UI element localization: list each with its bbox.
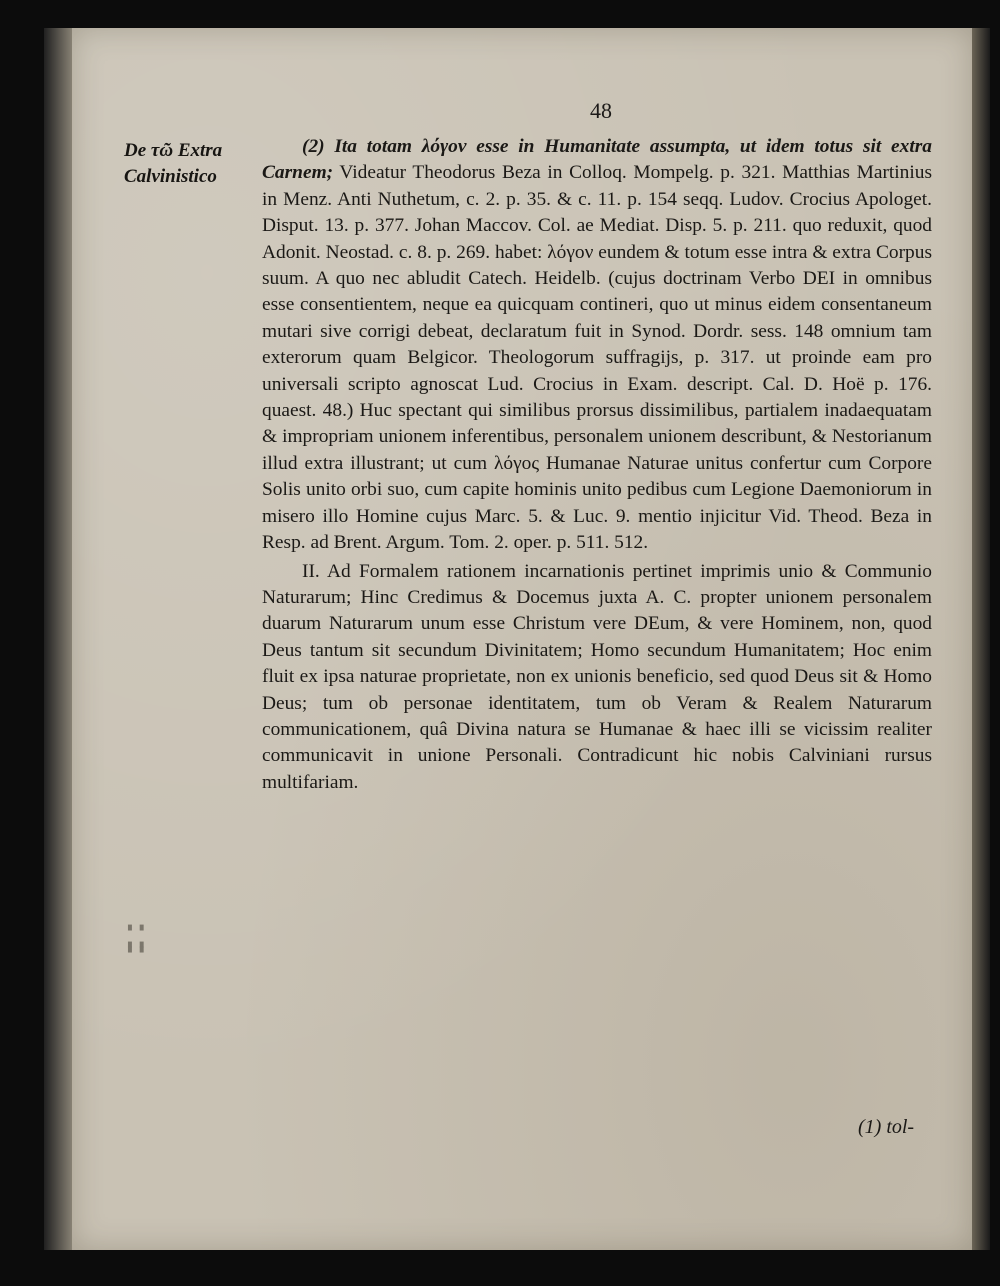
margin-note-line-1: De τῶ Extra [124,140,223,161]
gutter-shadow [44,28,74,1250]
margin-note-line-2: Calvinistico [124,166,217,187]
main-text [262,134,932,796]
page-edge [972,28,990,1250]
paragraph-1-lead: (2) Ita totam λόγον esse in Humanitate assumpta, ut idem totus sit extra Carnem; [262,136,932,184]
paragraph-1 [262,134,932,557]
page-number: 48 [590,98,612,123]
paragraph-1-body: Videatur Theodorus Beza in Colloq. Mompelg. p. 321. Matthias Martinius in Menz. Anti Nuthetum, c. 2. p. 35. & c. 11. p. 154 seqq. Ludov. Crocius Apologet. Disput. 13. p. 377. Johan Maccov. Col. ae Mediat. Disp. 5. p. 211. quo reduxit, quod Adonit. Neostad. c. 8. p. 269. habet: λόγον eundem & totum esse intra & extra Corpus suum. A quo nec abludit Catech. Heidelb. (cujus doctrinam Verbo DEI in omnibus esse consentientem, neque ea quicquam contineri, quo ut minus eidem consentaneum mutari sive corrigi debeat, declaratum fuit in Synod. Dordr. sess. 148 omnium tam exterorum quam Belgicor. Theologorum suffragijs, p. 317. ut proinde eam pro universali scripto agnoscat Lud. Crocius in Exam. descript. Cal. D. Hoë p. 176. quaest. 48.) Huc spectant qui similibus prorsus dissimilibus, partialem inadaequatam & impropriam unionem inferentibus, personalem unionem describunt, & Nestorianum illud extra illustrant; ut cum λόγος Humanae Naturae unitus confertur cum Corpore Solis unito orbi suo, cum capite hominis unito pedibus cum Legione Daemoniorum in misero illo Homine cujus Marc. 5. & Luc. 9. mentio injicitur Vid. Theod. Beza in Resp. ad Brent. Argum. Tom. 2. oper. p. 511. 512. [262,162,932,554]
catchword: (1) tol- [858,1116,915,1138]
margin-note [124,138,259,190]
ink-smudge-decoration: ▘▝ ▖▗ ▘▝ [128,926,144,959]
paragraph-2: II. Ad Formalem rationem incarnationis pertinet imprimis unio & Communio Naturarum; Hinc Credimus & Docemus juxta A. C. propter unionem personalem duarum Naturarum unum esse Christum vere DEum, & vere Hominem, non, quod Deus tantum sit secundum Divinitatem; Homo secundum Humanitatem; Hoc enim fluit ex ipsa naturae proprietate, non ex unionis beneficio, sed quod Deus sit & Homo Deus; tum ob personae identitatem, tum ob Veram & Realem Naturarum communicationem, quâ Divina natura se Humanae & haec illi se vicissim realiter communicavit in unione Personali. Contradicunt hic nobis Calviniani rursus multifariam. [262,560,932,793]
